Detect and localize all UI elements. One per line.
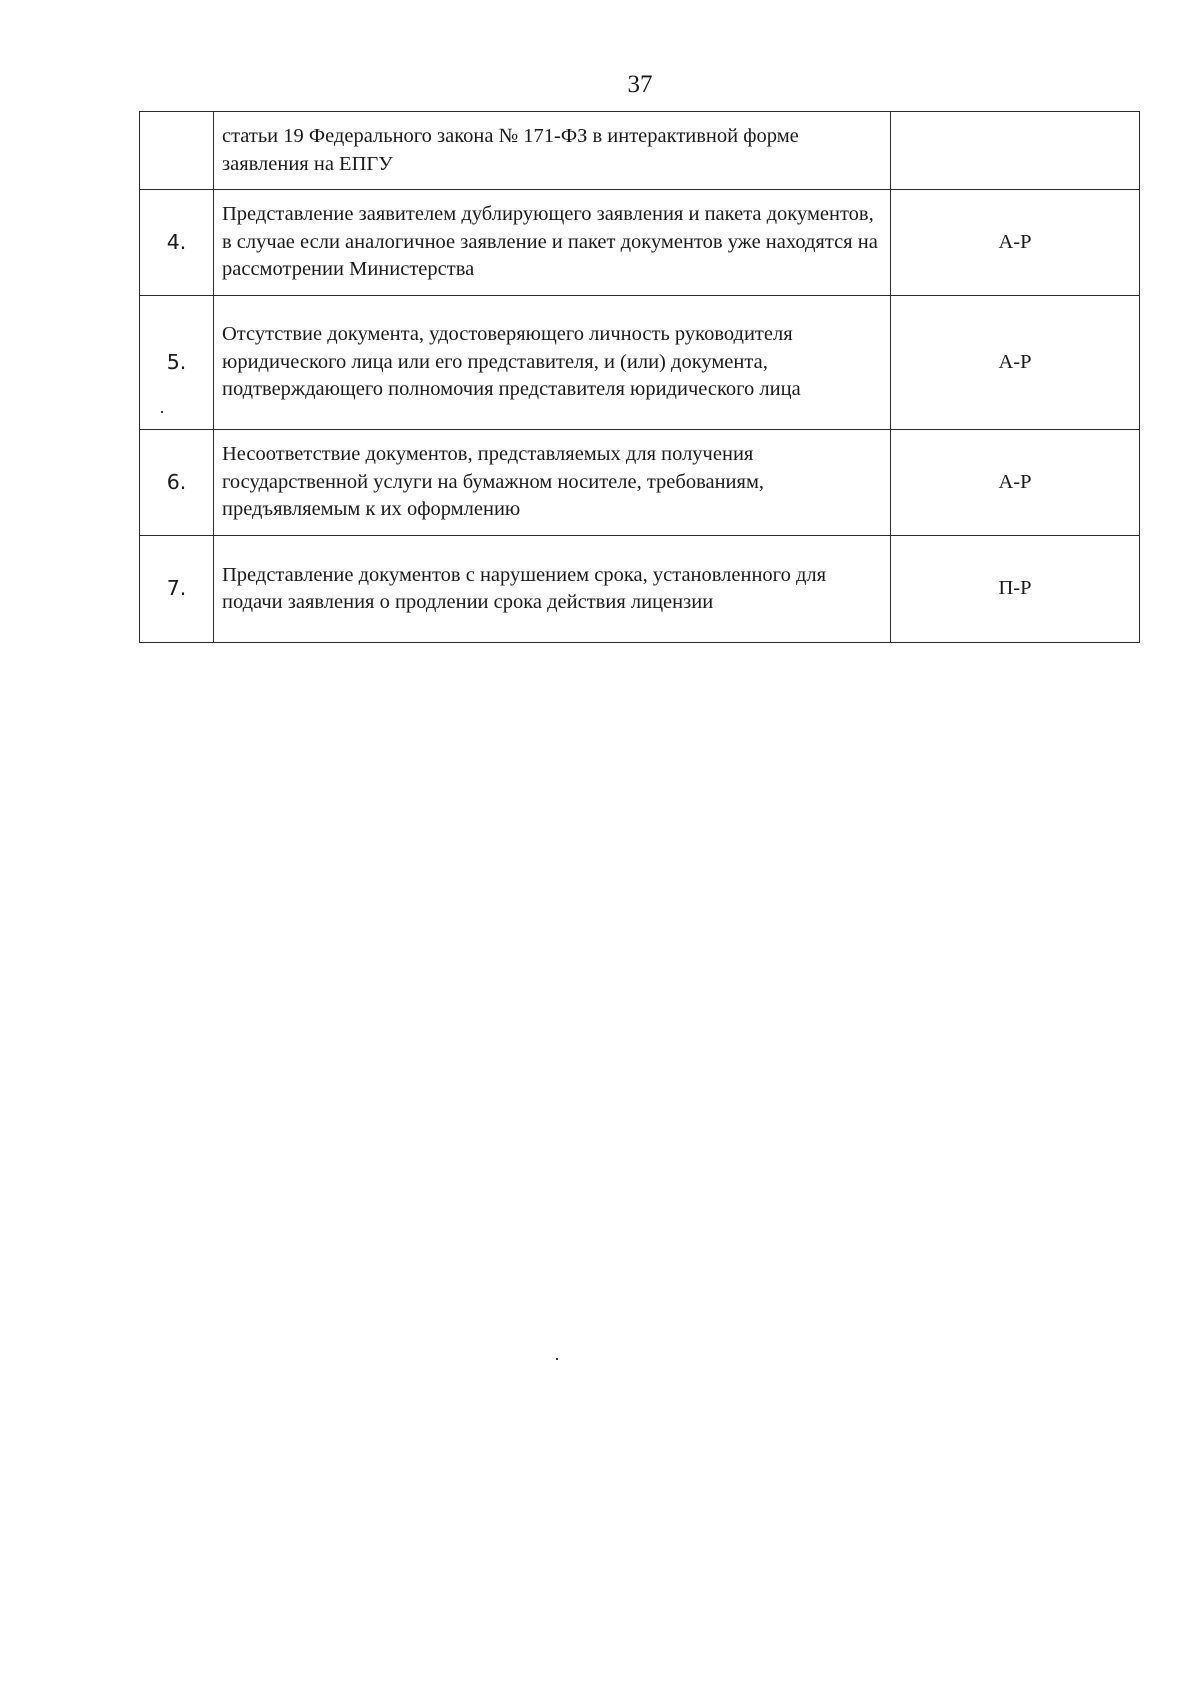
row-text: статьи 19 Федерального закона № 171-ФЗ в интерактивной форме заявления на ЕПГУ xyxy=(214,112,891,190)
row-code xyxy=(891,112,1140,190)
row-number xyxy=(140,112,214,190)
row-code: П-Р xyxy=(891,536,1140,643)
row-text: Отсутствие документа, удостоверяющего личность руководителя юридического лица или его представителя, и (или) документа, подтверждающего полномочия представителя юридического лица xyxy=(214,296,891,430)
table-row xyxy=(140,536,1140,643)
scan-speck xyxy=(556,1358,558,1360)
row-text: Несоответствие документов, представляемых для получения государственной услуги на бумажном носителе, требованиям, предъявляемым к их оформлению xyxy=(214,430,891,536)
row-code: А-Р xyxy=(891,296,1140,430)
row-text: Представление документов с нарушением срока, установленного для подачи заявления о продлении срока действия лицензии xyxy=(214,536,891,643)
row-code: А-Р xyxy=(891,190,1140,296)
row-number: 4. xyxy=(140,190,214,296)
table-row xyxy=(140,112,1140,190)
table-row xyxy=(140,430,1140,536)
table-row xyxy=(140,296,1140,430)
row-number: 6. xyxy=(140,430,214,536)
row-number: 5. xyxy=(140,296,214,430)
row-text: Представление заявителем дублирующего заявления и пакета документов, в случае если аналогичное заявление и пакет документов уже находятся на рассмотрении Министерства xyxy=(214,190,891,296)
scan-speck xyxy=(161,411,163,413)
row-number: 7. xyxy=(140,536,214,643)
row-code: А-Р xyxy=(891,430,1140,536)
table-row xyxy=(140,190,1140,296)
grounds-table xyxy=(139,111,1140,643)
page-number: 37 xyxy=(627,71,653,98)
